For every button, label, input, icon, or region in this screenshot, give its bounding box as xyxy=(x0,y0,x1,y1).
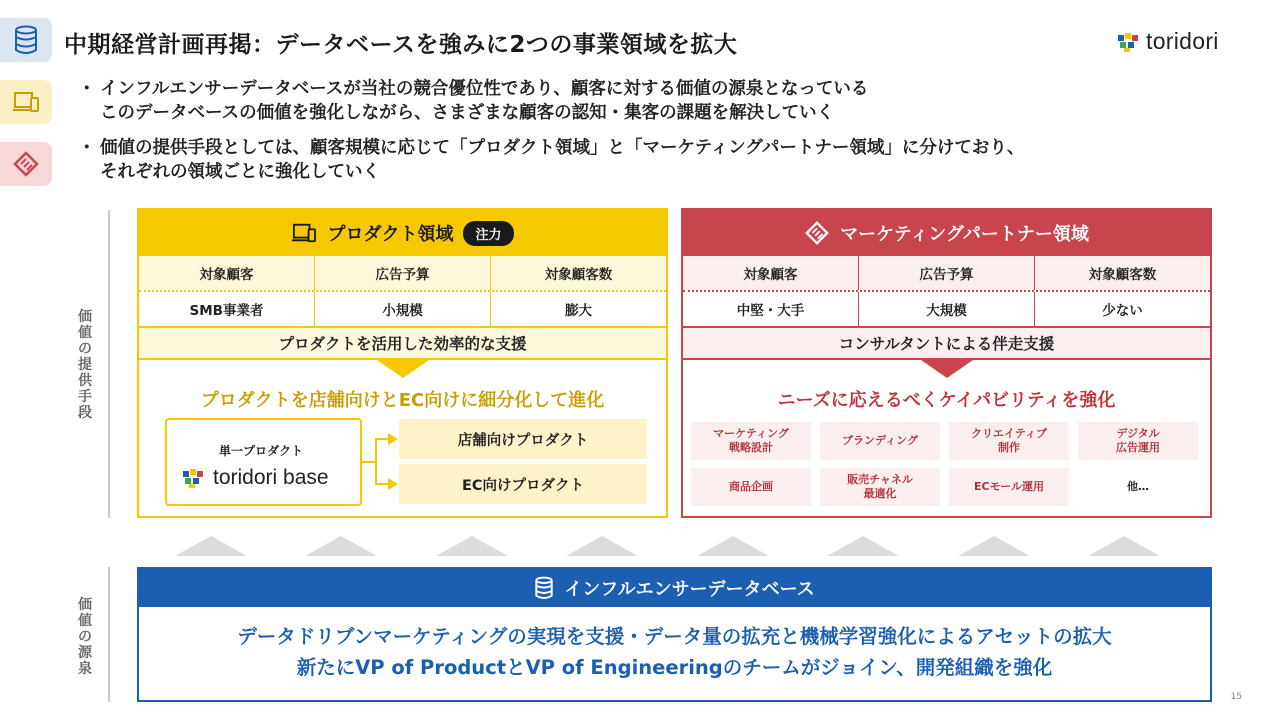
capability-cell: マーケティング 戦略設計 xyxy=(691,422,811,460)
grid-header-cell: 対象顧客数 xyxy=(490,256,666,290)
company-logo xyxy=(1116,28,1219,55)
divider-line xyxy=(108,567,110,702)
toridori-logo-icon xyxy=(181,467,205,489)
capability-cell: ブランディング xyxy=(820,422,940,460)
grid-value-cell: 膨大 xyxy=(490,292,666,326)
arrow-right-icon xyxy=(388,433,398,445)
toridori-base-text: toridori base xyxy=(213,466,329,489)
grid-header-cell: 対象顧客数 xyxy=(1034,256,1210,290)
bullet-line: それぞれの領域ごとに強化していく xyxy=(100,162,380,182)
capability-cell: ECモール運用 xyxy=(949,468,1069,506)
logo-text: toridori xyxy=(1146,28,1219,54)
grid-value-cell: SMB事業者 xyxy=(189,303,264,319)
bullet-dot: ・ xyxy=(78,79,96,99)
database-header xyxy=(139,569,1210,607)
bullet-line: このデータベースの価値を強化しながら、さまざまな顧客の認知・集客の課題を解決していく xyxy=(100,103,835,123)
database-box xyxy=(137,567,1212,702)
partner-headline: ニーズに応えるべくケイパビリティを強化 xyxy=(777,390,1116,411)
partner-panel-header xyxy=(683,210,1210,256)
up-chevron xyxy=(827,536,899,556)
divider-line xyxy=(108,210,110,518)
capability-cell: デジタル 広告運用 xyxy=(1078,422,1198,460)
devices-icon xyxy=(291,222,317,244)
capability-cell: クリエイティブ 制作 xyxy=(949,422,1069,460)
partner-grid-values xyxy=(683,290,1210,326)
down-arrow xyxy=(377,360,429,378)
grid-header-cell: 広告予算 xyxy=(314,256,490,290)
partner-panel-title: マーケティングパートナー領域 xyxy=(840,224,1089,245)
single-product-label: 単一プロダクト xyxy=(219,444,304,458)
up-chevron xyxy=(436,536,508,556)
product-grid-values xyxy=(139,290,666,326)
toridori-logo-icon xyxy=(1116,31,1140,53)
bullet-1 xyxy=(78,77,868,125)
up-chevron xyxy=(305,536,377,556)
rail-handshake xyxy=(0,142,52,186)
capability-cell: 商品企画 xyxy=(691,468,811,506)
handshake-icon xyxy=(804,220,830,246)
grid-value-cell: 大規模 xyxy=(858,292,1034,326)
product-headline: プロダクトを店舗向けとEC向けに細分化して進化 xyxy=(200,390,605,411)
connector-line xyxy=(375,438,377,485)
focus-badge: 注力 xyxy=(463,221,513,246)
database-description xyxy=(139,607,1210,683)
product-panel xyxy=(137,208,668,518)
product-panel-header xyxy=(139,210,666,256)
partner-grid-header xyxy=(683,256,1210,290)
grid-header-cell: 広告予算 xyxy=(858,256,1034,290)
up-chevron xyxy=(697,536,769,556)
bullet-dot: ・ xyxy=(78,138,96,158)
bullet-2 xyxy=(78,136,1024,184)
product-support: プロダクトを活用した効率的な支援 xyxy=(139,326,666,360)
grid-value-cell: 少ない xyxy=(1034,292,1210,326)
page-title: 中期経営計画再掲：データベースを強みに2つの事業領域を拡大 xyxy=(64,32,738,58)
database-icon xyxy=(534,576,554,600)
page-number: 15 xyxy=(1230,692,1242,702)
grid-header-cell: 対象顧客 xyxy=(743,267,798,283)
database-line: 新たにVP of ProductとVP of Engineeringのチームがジョイン、開発組織を強化 xyxy=(296,656,1053,679)
partner-support: コンサルタントによる伴走支援 xyxy=(683,326,1210,360)
down-arrow xyxy=(921,360,973,378)
connector-line xyxy=(362,461,375,463)
up-chevron xyxy=(958,536,1030,556)
capability-cell: 他… xyxy=(1127,480,1149,493)
store-product-box: 店舗向けプロダクト xyxy=(399,419,647,459)
database-line: データドリブンマーケティングの実現を支援・データ量の拡充と機械学習強化によるアセットの拡大 xyxy=(237,625,1112,648)
handshake-icon xyxy=(12,150,40,178)
up-chevron xyxy=(175,536,247,556)
side-label-delivery: 価 値 の 提 供 手 段 xyxy=(78,309,92,421)
devices-icon xyxy=(12,90,40,114)
product-panel-title: プロダクト領域 xyxy=(327,224,454,245)
database-icon xyxy=(13,25,39,55)
grid-value-cell: 小規模 xyxy=(314,292,490,326)
single-product-box xyxy=(165,418,362,506)
rail-database xyxy=(0,18,52,62)
ec-product-box: EC向けプロダクト xyxy=(399,464,647,504)
bullet-line: インフルエンサーデータベースが当社の競合優位性であり、顧客に対する価値の源泉となっている xyxy=(100,79,869,99)
capability-cell: 販売チャネル 最適化 xyxy=(820,468,940,506)
database-title: インフルエンサーデータベース xyxy=(564,579,815,600)
bullet-line: 価値の提供手段としては、顧客規模に応じて「プロダクト領域」と「マーケティングパートナー領域」に分けており、 xyxy=(100,138,1025,158)
up-chevron xyxy=(566,536,638,556)
partner-panel xyxy=(681,208,1212,518)
up-chevron xyxy=(1088,536,1160,556)
grid-value-cell: 中堅・大手 xyxy=(736,303,805,319)
toridori-base-logo xyxy=(181,466,329,490)
rail-devices xyxy=(0,80,52,124)
side-label-source: 価 値 の 源 泉 xyxy=(78,597,92,677)
product-grid-header xyxy=(139,256,666,290)
arrow-right-icon xyxy=(388,478,398,490)
grid-header-cell: 対象顧客 xyxy=(199,267,254,283)
